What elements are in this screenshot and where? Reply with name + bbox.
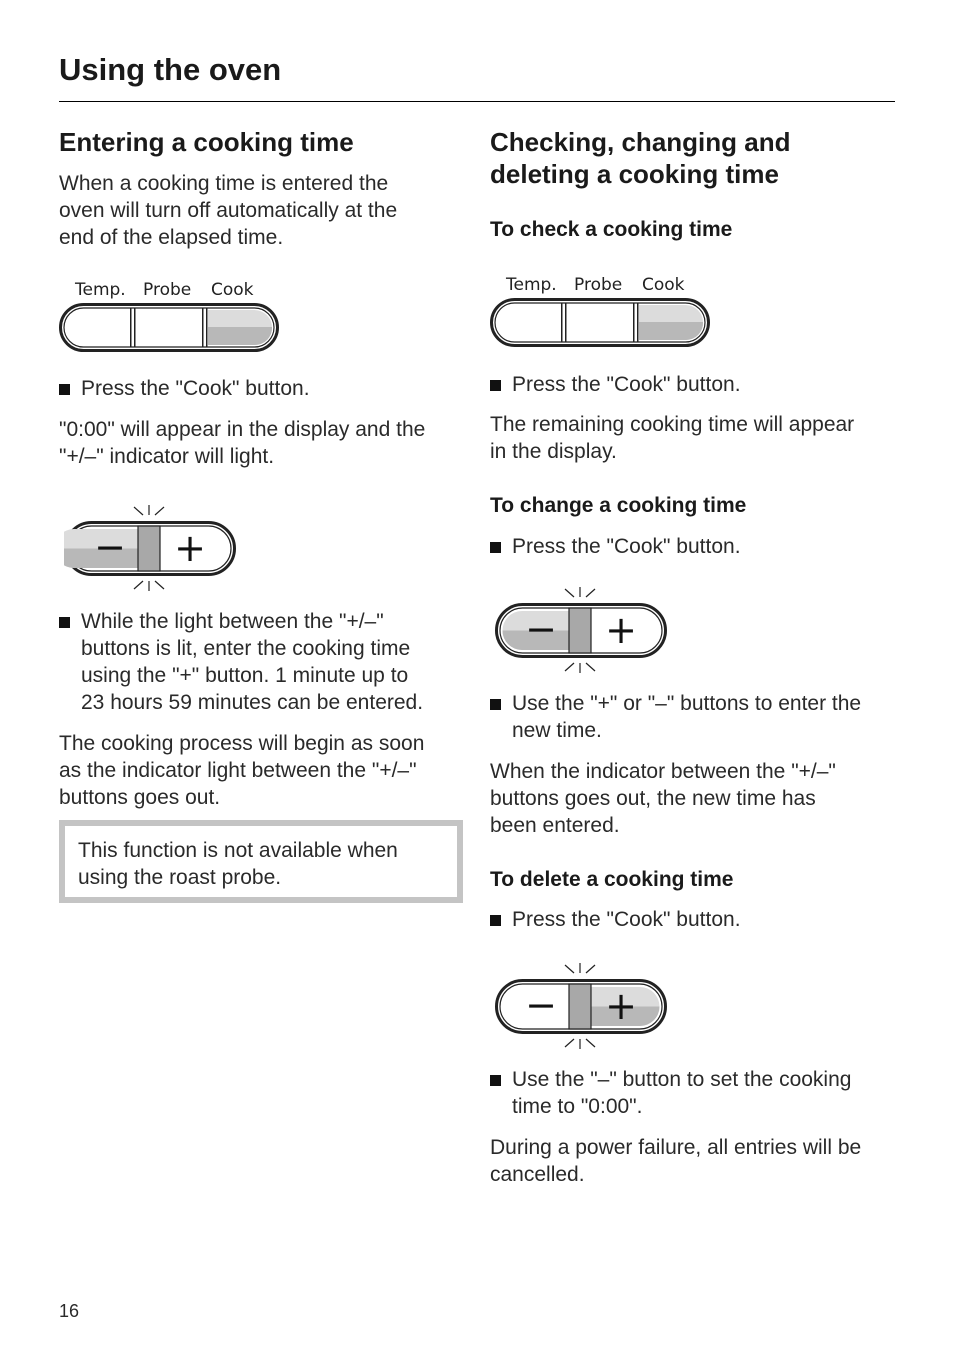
delete-result: [490, 1134, 861, 1188]
step-press-cook: [59, 375, 481, 402]
text-line: While the light between the "+/–": [81, 610, 384, 633]
title-divider: [59, 101, 895, 102]
minus-sign: −: [94, 525, 126, 569]
text-line: new time.: [512, 719, 602, 742]
section-heading-entering: Entering a cooking time: [59, 127, 354, 157]
text-line: Use the "+" or "–" buttons to enter the: [512, 692, 862, 715]
text-line: "+/–" indicator will light.: [59, 445, 275, 468]
text-line: This function is not available when: [78, 839, 398, 862]
text-line: in the display.: [490, 440, 617, 463]
step-text: Press the "Cook" button.: [512, 373, 741, 396]
text-line: "0:00" will appear in the display and the: [59, 418, 426, 441]
plus-sign: +: [605, 608, 637, 652]
indicator-light: [569, 608, 591, 653]
text-line: buttons goes out, the new time has: [490, 787, 816, 810]
text-line: end of the elapsed time.: [59, 226, 284, 249]
text-line: The cooking process will begin as soon: [59, 732, 425, 755]
change-result: [490, 758, 836, 839]
heading-line: deleting a cooking time: [490, 159, 779, 189]
temp-label: Temp.: [75, 280, 126, 300]
subheading-delete: To delete a cooking time: [490, 868, 734, 891]
text-line: Use the "–" button to set the cooking: [512, 1068, 852, 1091]
button-panel-illustration: [59, 277, 281, 355]
temp-label: Temp.: [506, 275, 557, 295]
note-box: [59, 820, 463, 903]
text-line: using the "+" button. 1 minute up to: [81, 664, 409, 687]
check-result: [490, 411, 854, 465]
bullet-square: [59, 617, 70, 628]
cook-label: Cook: [642, 275, 685, 295]
result-paragraph: [59, 416, 425, 470]
probe-label: Probe: [574, 275, 623, 295]
minus-sign: −: [525, 983, 557, 1027]
step-text: Press the "Cook" button.: [512, 908, 741, 931]
process-paragraph: [59, 730, 424, 811]
bullet-square: [490, 915, 501, 926]
text-line: time to "0:00".: [512, 1095, 643, 1118]
subheading-change: To change a cooking time: [490, 494, 747, 517]
subheading-check: To check a cooking time: [490, 218, 733, 241]
step-text: Press the "Cook" button.: [81, 377, 310, 400]
heading-line: Checking, changing and: [490, 127, 791, 157]
text-line: When the indicator between the "+/–": [490, 760, 836, 783]
plus-minus-illustration: [64, 502, 238, 594]
note-text: [78, 837, 398, 891]
indicator-light: [138, 526, 160, 571]
bullet-square: [490, 1075, 501, 1086]
bullet-square: [59, 384, 70, 395]
text-line: During a power failure, all entries will be: [490, 1136, 862, 1159]
text-line: been entered.: [490, 814, 620, 837]
section-heading-checking: [490, 126, 790, 190]
change-step-2: [490, 690, 932, 744]
probe-label: Probe: [143, 280, 192, 300]
bullet-square: [490, 380, 501, 391]
text-line: The remaining cooking time will appear: [490, 413, 855, 436]
page-title: Using the oven: [59, 52, 282, 87]
text-line: cancelled.: [490, 1163, 585, 1186]
text-line: as the indicator light between the "+/–": [59, 759, 417, 782]
delete-step-2: [490, 1066, 932, 1120]
indicator-light: [569, 984, 591, 1029]
minus-sign: −: [525, 607, 557, 651]
page-number: 16: [59, 1301, 80, 1321]
text-line: 23 hours 59 minutes can be entered.: [81, 691, 424, 714]
text-line: buttons is lit, enter the cooking time: [81, 637, 411, 660]
bullet-square: [490, 542, 501, 553]
intro-paragraph: [59, 170, 397, 251]
plus-sign: +: [174, 526, 206, 570]
text-line: using the roast probe.: [78, 866, 282, 889]
text-line: oven will turn off automatically at the: [59, 199, 398, 222]
bullet-square: [490, 699, 501, 710]
text-line: buttons goes out.: [59, 786, 221, 809]
plus-minus-illustration: [495, 960, 669, 1052]
button-panel-illustration: [490, 272, 712, 350]
cook-label: Cook: [211, 280, 254, 300]
step-text: Press the "Cook" button.: [512, 535, 741, 558]
change-step-1: [490, 533, 932, 560]
plus-minus-illustration: [495, 584, 669, 676]
delete-step-1: [490, 906, 932, 933]
check-step: [490, 371, 932, 398]
step-enter-time: [59, 608, 491, 716]
plus-sign: +: [605, 984, 637, 1028]
text-line: When a cooking time is entered the: [59, 172, 389, 195]
